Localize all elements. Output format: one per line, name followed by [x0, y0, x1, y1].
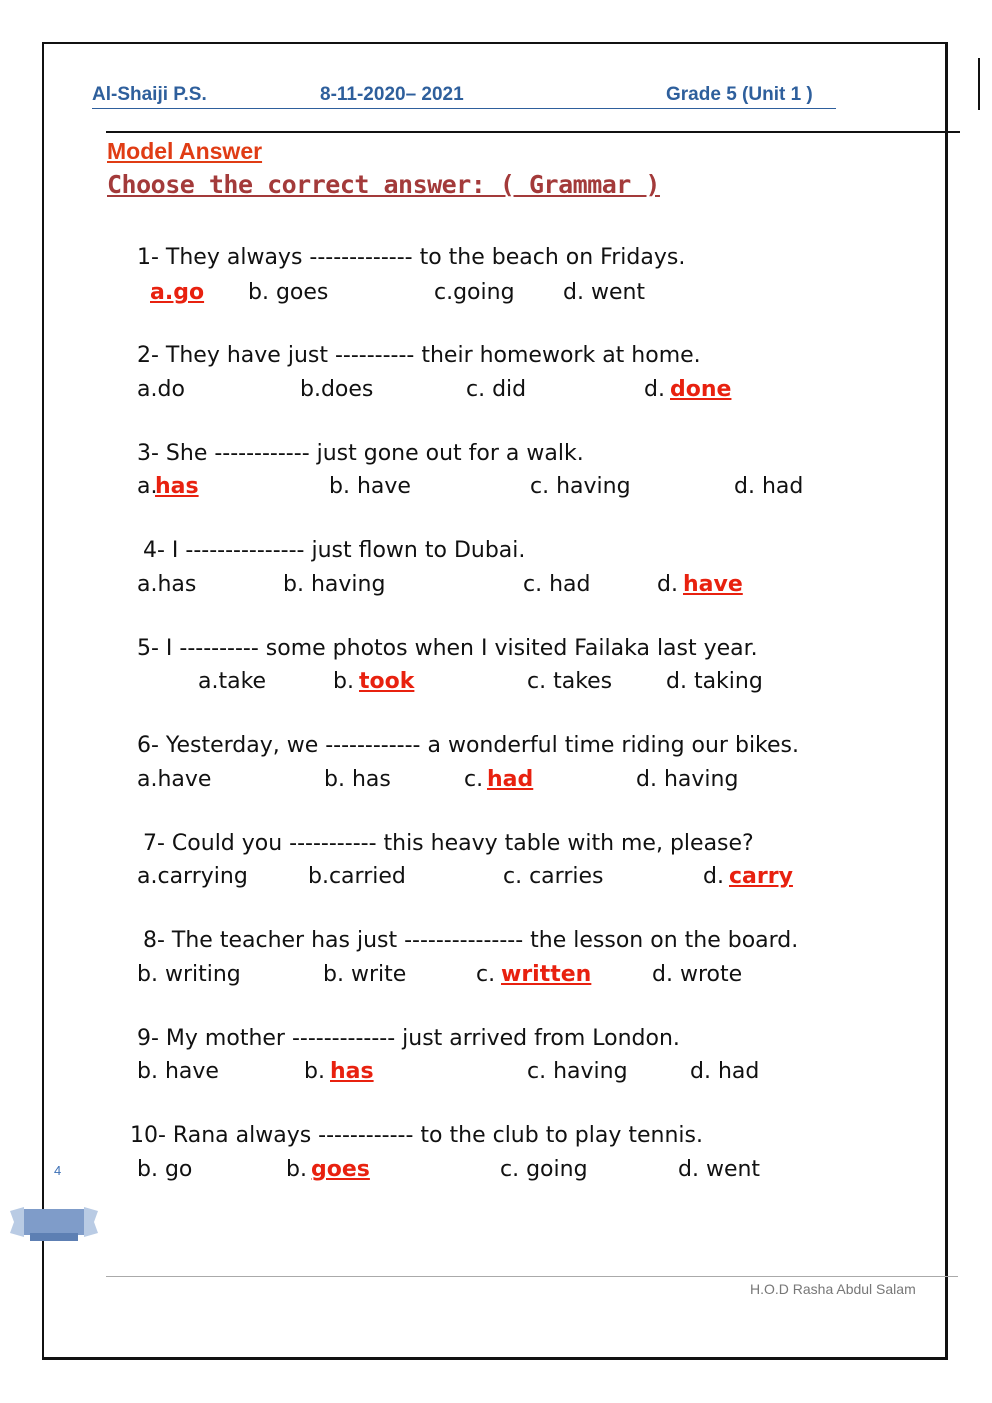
- q6-option-c-answer: had: [487, 767, 534, 792]
- q6-option-b: b. has: [324, 767, 391, 792]
- q4-option-a: a.has: [137, 572, 197, 597]
- q10-option-a: b. go: [137, 1157, 193, 1182]
- q5-option-d: d. taking: [666, 669, 763, 694]
- q2-option-c: c. did: [466, 377, 527, 402]
- q4-option-b: b. having: [283, 572, 386, 597]
- question-6: 6- Yesterday, we ------------ a wonderful time riding our bikes.: [137, 733, 799, 758]
- border-mark: [978, 58, 980, 110]
- page-ribbon-decoration: [10, 1207, 98, 1241]
- question-5: 5- I ---------- some photos when I visited Failaka last year.: [137, 636, 758, 661]
- school-name: Al-Shaiji P.S.: [92, 84, 207, 105]
- q7-option-c: c. carries: [503, 864, 604, 889]
- q9-option-a: b. have: [137, 1059, 219, 1084]
- q4-option-d-answer: have: [683, 572, 743, 597]
- q2-option-b: b.does: [300, 377, 374, 402]
- question-4: 4- I --------------- just flown to Dubai.: [143, 538, 526, 563]
- q2-option-a: a.do: [137, 377, 185, 402]
- q3-option-b: b. have: [329, 474, 411, 499]
- page-number: 4: [54, 1163, 62, 1178]
- q8-option-c-answer: written: [501, 962, 592, 987]
- header-underline: [92, 108, 836, 109]
- grade-unit: Grade 5 (Unit 1 ): [666, 84, 813, 105]
- q2-option-d-answer: done: [670, 377, 732, 402]
- q3-option-a-prefix: a.: [137, 474, 158, 499]
- q6-option-c-prefix: c.: [464, 767, 484, 792]
- question-10: 10- Rana always ------------ to the club to play tennis.: [130, 1123, 703, 1148]
- q1-option-c: c.going: [434, 280, 515, 305]
- q10-option-c: c. going: [500, 1157, 588, 1182]
- question-9: 9- My mother ------------- just arrived from London.: [137, 1026, 680, 1051]
- q1-option-d: d. went: [563, 280, 646, 305]
- q5-option-b-answer: took: [359, 669, 415, 694]
- q6-option-a: a.have: [137, 767, 212, 792]
- question-7: 7- Could you ----------- this heavy table with me, please?: [143, 831, 754, 856]
- q5-option-b-prefix: b.: [333, 669, 354, 694]
- q8-option-a: b. writing: [137, 962, 241, 987]
- q4-option-d-prefix: d.: [657, 572, 678, 597]
- q9-option-c: c. having: [527, 1059, 628, 1084]
- q9-option-d: d. had: [690, 1059, 760, 1084]
- q10-option-d: d. went: [678, 1157, 761, 1182]
- q9-option-b-prefix: b.: [304, 1059, 325, 1084]
- footer-rule: [106, 1276, 958, 1277]
- q5-option-a: a.take: [198, 669, 267, 694]
- q3-option-d: d. had: [734, 474, 804, 499]
- question-3: 3- She ------------ just gone out for a walk.: [137, 441, 584, 466]
- q7-option-b: b.carried: [308, 864, 406, 889]
- q3-option-a-answer: has: [155, 474, 199, 499]
- q8-option-c-prefix: c.: [476, 962, 496, 987]
- q1-option-a-answer: a.go: [150, 280, 205, 305]
- question-8: 8- The teacher has just --------------- the lesson on the board.: [143, 928, 799, 953]
- q9-option-b-answer: has: [330, 1059, 374, 1084]
- question-2: 2- They have just ---------- their homework at home.: [137, 343, 701, 368]
- q10-option-b-answer: goes: [311, 1157, 370, 1182]
- header-rule: [106, 131, 960, 133]
- section-title: Choose the correct answer: ( Grammar ): [107, 170, 660, 199]
- q7-option-d-answer: carry: [729, 864, 793, 889]
- q7-option-d-prefix: d.: [703, 864, 724, 889]
- school-year: 8-11-2020– 2021: [320, 84, 464, 105]
- q7-option-a: a.carrying: [137, 864, 248, 889]
- q6-option-d: d. having: [636, 767, 739, 792]
- q5-option-c: c. takes: [527, 669, 613, 694]
- model-answer-label: Model Answer: [107, 138, 263, 164]
- q2-option-d-prefix: d.: [644, 377, 665, 402]
- footer-author: H.O.D Rasha Abdul Salam: [750, 1281, 916, 1297]
- q3-option-c: c. having: [530, 474, 631, 499]
- q4-option-c: c. had: [523, 572, 591, 597]
- q8-option-d: d. wrote: [652, 962, 743, 987]
- question-1: 1- They always ------------- to the beach on Fridays.: [137, 245, 686, 270]
- q10-option-b-prefix: b.: [286, 1157, 307, 1182]
- q8-option-b: b. write: [323, 962, 407, 987]
- q1-option-b: b. goes: [248, 280, 329, 305]
